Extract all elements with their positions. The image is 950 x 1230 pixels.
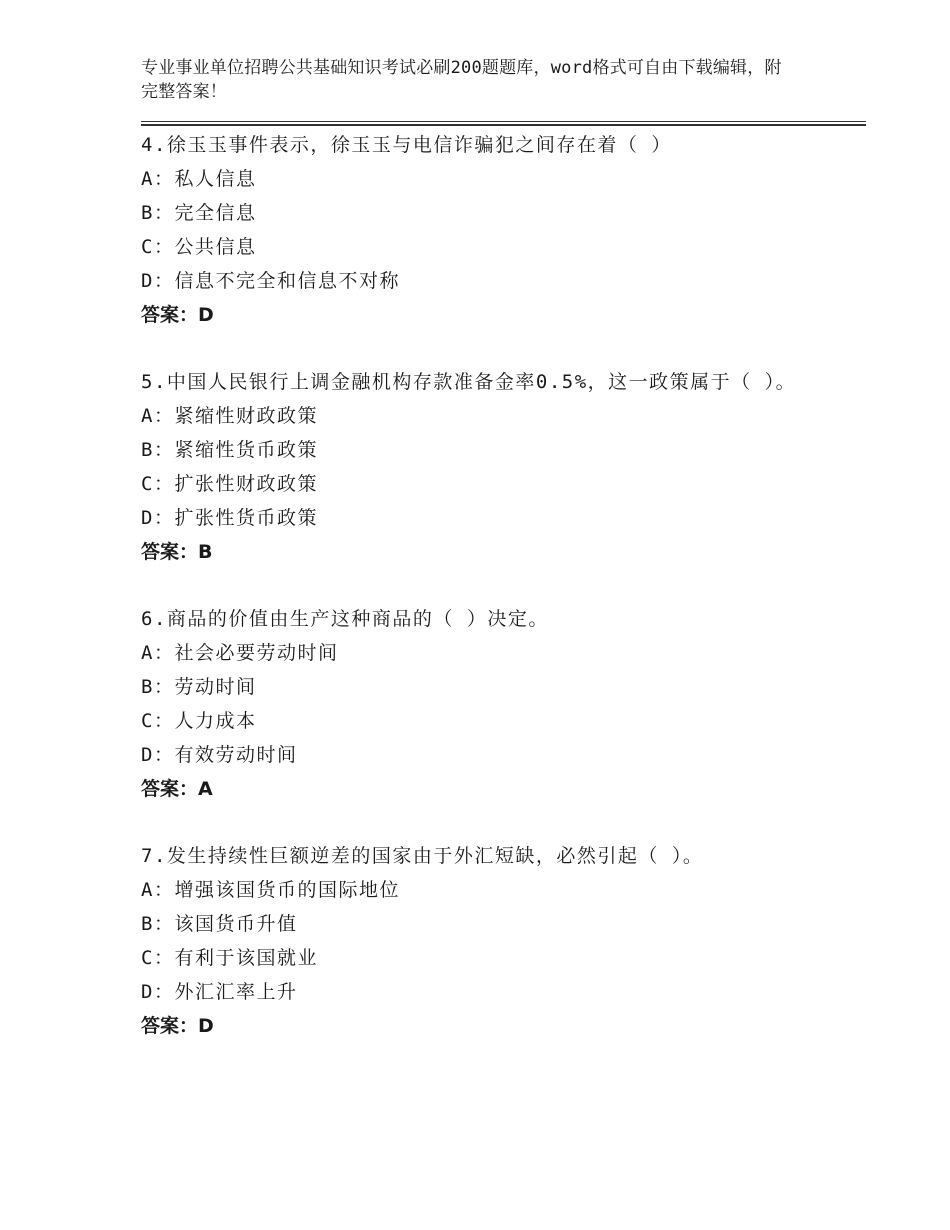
question-stem: 5.中国人民银行上调金融机构存款准备金率0.5%，这一政策属于（ ）。	[141, 371, 797, 393]
option-a: A：紧缩性财政政策	[141, 405, 318, 427]
option-d: D：有效劳动时间	[141, 744, 298, 766]
option-a: A：社会必要劳动时间	[141, 642, 339, 664]
question-stem: 7.发生持续性巨额逆差的国家由于外汇短缺，必然引起（ ）。	[141, 845, 704, 867]
option-c: C：有利于该国就业	[141, 947, 318, 969]
option-b: B：紧缩性货币政策	[141, 439, 318, 461]
question-5	[141, 365, 841, 569]
option-b: B：完全信息	[141, 202, 257, 224]
document-header: 专业事业单位招聘公共基础知识考试必刷200题题库，word格式可自由下载编辑，附完整答案！	[141, 58, 782, 102]
question-stem: 4.徐玉玉事件表示，徐玉玉与电信诈骗犯之间存在着（ ）	[141, 134, 672, 156]
question-7	[141, 839, 841, 1043]
option-c: C：人力成本	[141, 710, 257, 732]
header-divider-thick	[141, 124, 866, 126]
question-6	[141, 602, 841, 806]
question-list	[141, 128, 841, 1076]
question-4	[141, 128, 841, 332]
question-stem: 6.商品的价值由生产这种商品的（ ）决定。	[141, 608, 549, 630]
option-d: D：扩张性货币政策	[141, 507, 318, 529]
option-c: C：公共信息	[141, 236, 257, 258]
header-divider-thin	[141, 121, 866, 122]
option-b: B：该国货币升值	[141, 913, 298, 935]
option-b: B：劳动时间	[141, 676, 257, 698]
answer-label: 答案：D	[141, 304, 214, 326]
option-d: D：信息不完全和信息不对称	[141, 270, 400, 292]
answer-label: 答案：B	[141, 541, 213, 563]
option-a: A：私人信息	[141, 168, 257, 190]
option-d: D：外汇汇率上升	[141, 981, 298, 1003]
option-a: A：增强该国货币的国际地位	[141, 879, 400, 901]
option-c: C：扩张性财政政策	[141, 473, 318, 495]
answer-label: 答案：D	[141, 1015, 214, 1037]
answer-label: 答案：A	[141, 778, 213, 800]
